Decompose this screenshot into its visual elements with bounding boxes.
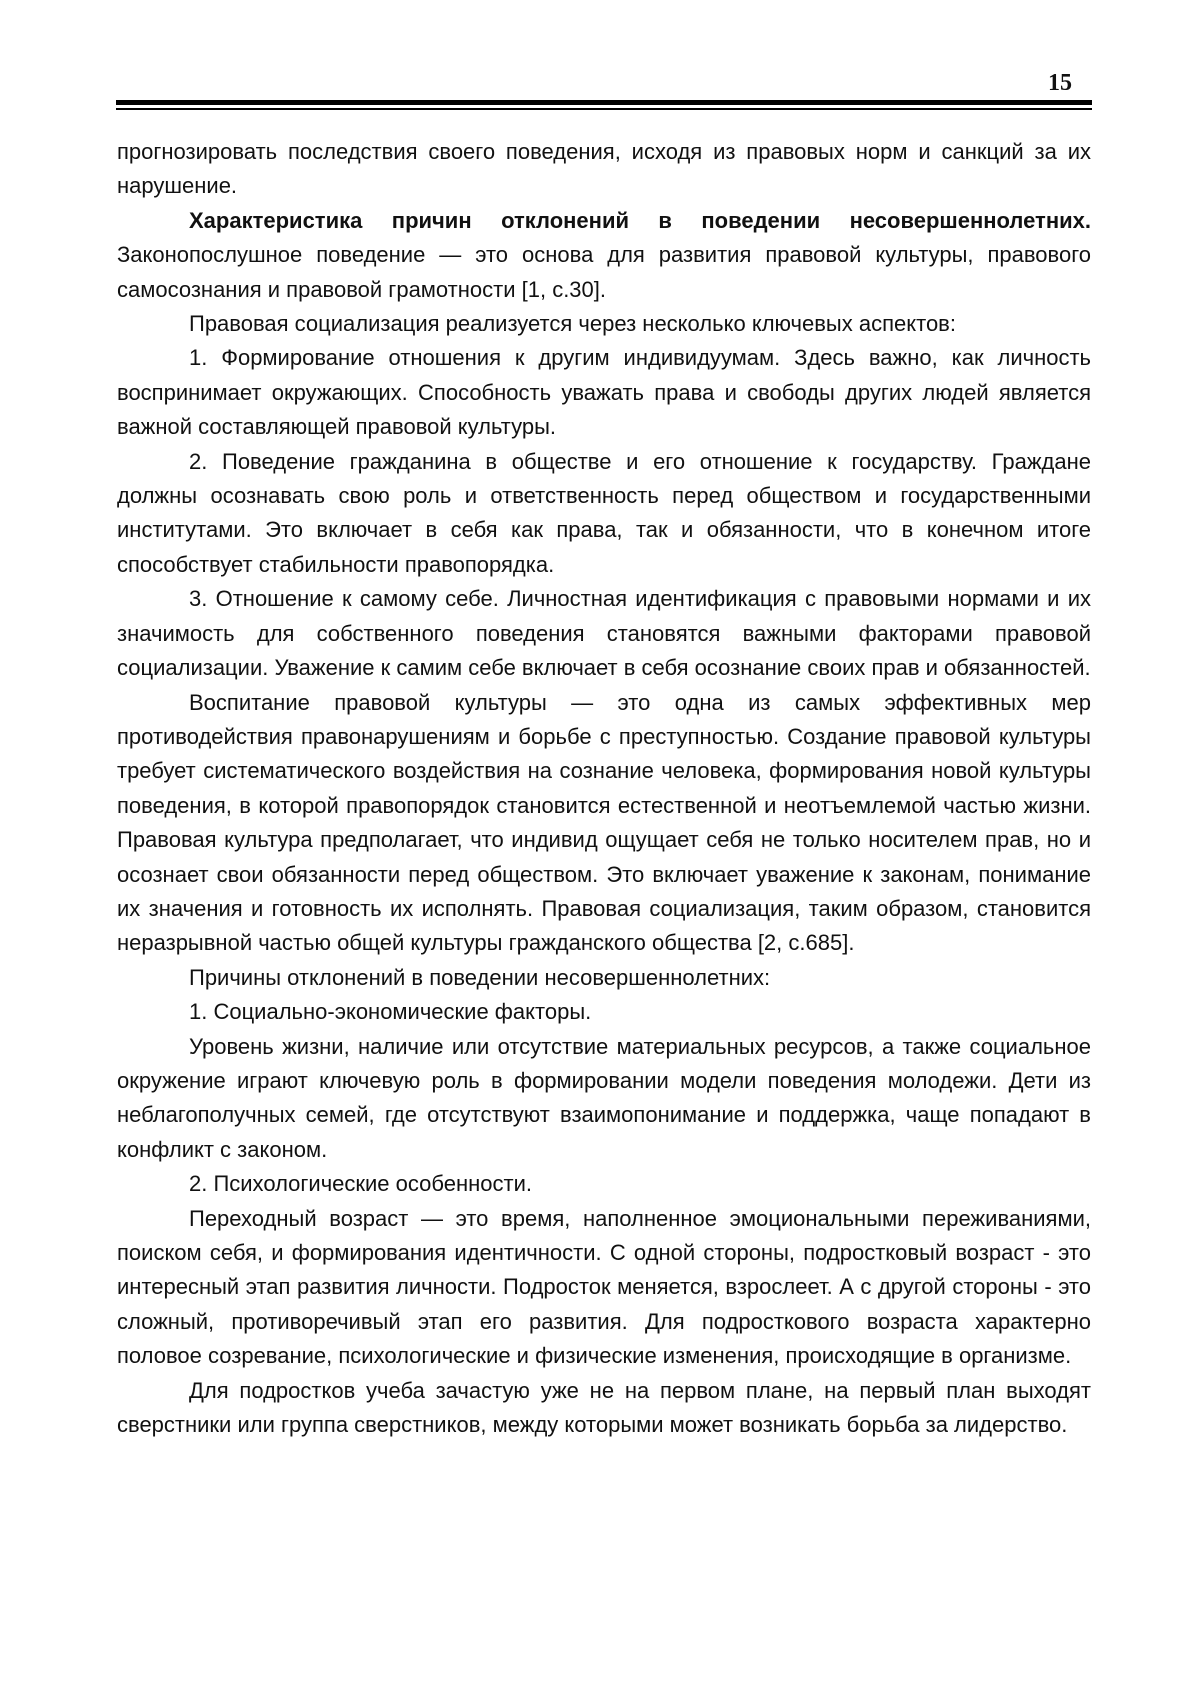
section-heading: Характеристика причин отклонений в поведении несовершеннолетних. — [189, 207, 1091, 233]
header-rule-thick — [116, 100, 1092, 105]
header-rule-thin — [116, 108, 1092, 110]
paragraph: Уровень жизни, наличие или отсутствие материальных ресурсов, а также социальное окружение играют ключевую роль в формировании модели поведения молодежи. Дети из неблагополучных семей, где отсутствуют взаимопонимание и поддержка, чаще попадают в конфликт с законом. — [117, 1033, 1091, 1162]
paragraph-text: Законопослушное поведение — это основа для развития правовой культуры, правового самосознания и правовой грамотности [1, с.30]. — [117, 242, 1091, 302]
page-body — [117, 135, 1091, 1442]
paragraph: 2. Психологические особенности. — [189, 1171, 532, 1197]
paragraph-with-heading — [117, 204, 1091, 307]
paragraph: Воспитание правовой культуры — это одна из самых эффективных мер противодействия правонарушениям и борьбе с преступностью. Создание правовой культуры требует систематического воздействия на сознание человека, формирования новой культуры поведения, в которой правопорядок становится естественной и неотъемлемой частью жизни. Правовая культура предполагает, что индивид ощущает себя не только носителем прав, но и осознает свои обязанности перед обществом. Это включает уважение к законам, понимание их значения и готовность их исполнять. Правовая социализация, таким образом, становится неразрывной частью общей культуры гражданского общества [2, с.685]. — [117, 689, 1091, 956]
paragraph: 1. Социально-экономические факторы. — [189, 999, 592, 1025]
paragraph: Правовая социализация реализуется через несколько ключевых аспектов: — [189, 311, 956, 337]
paragraph: 2. Поведение гражданина в обществе и его отношение к государству. Граждане должны осознавать свою роль и ответственность перед обществом и государственными институтами. Это включает в себя как права, так и обязанности, что в конечном итоге способствует стабильности правопорядка. — [117, 448, 1091, 577]
page-number: 15 — [1048, 70, 1072, 96]
paragraph: 3. Отношение к самому себе. Личностная идентификация с правовыми нормами и их значимость для собственного поведения становятся важными факторами правовой социализации. Уважение к самим себе включает в себя осознание своих прав и обязанностей. — [117, 586, 1091, 681]
paragraph: Для подростков учеба зачастую уже не на первом плане, на первый план выходят сверстники или группа сверстников, между которыми может возникать борьба за лидерство. — [117, 1377, 1091, 1438]
paragraph: прогнозировать последствия своего поведения, исходя из правовых норм и санкций за их нарушение. — [117, 139, 1091, 199]
paragraph: Причины отклонений в поведении несовершеннолетних: — [189, 964, 771, 990]
paragraph: Переходный возраст — это время, наполненное эмоциональными переживаниями, поиском себя, и формирования идентичности. С одной стороны, подростковый возраст - это интересный этап развития личности. Подросток меняется, взрослеет. А с другой стороны - это сложный, противоречивый этап его развития. Для подросткового возраста характерно половое созревание, психологические и физические изменения, происходящие в организме. — [117, 1205, 1091, 1369]
paragraph: 1. Формирование отношения к другим индивидуумам. Здесь важно, как личность воспринимает окружающих. Способность уважать права и свободы других людей является важной составляющей правовой культуры. — [117, 345, 1091, 440]
